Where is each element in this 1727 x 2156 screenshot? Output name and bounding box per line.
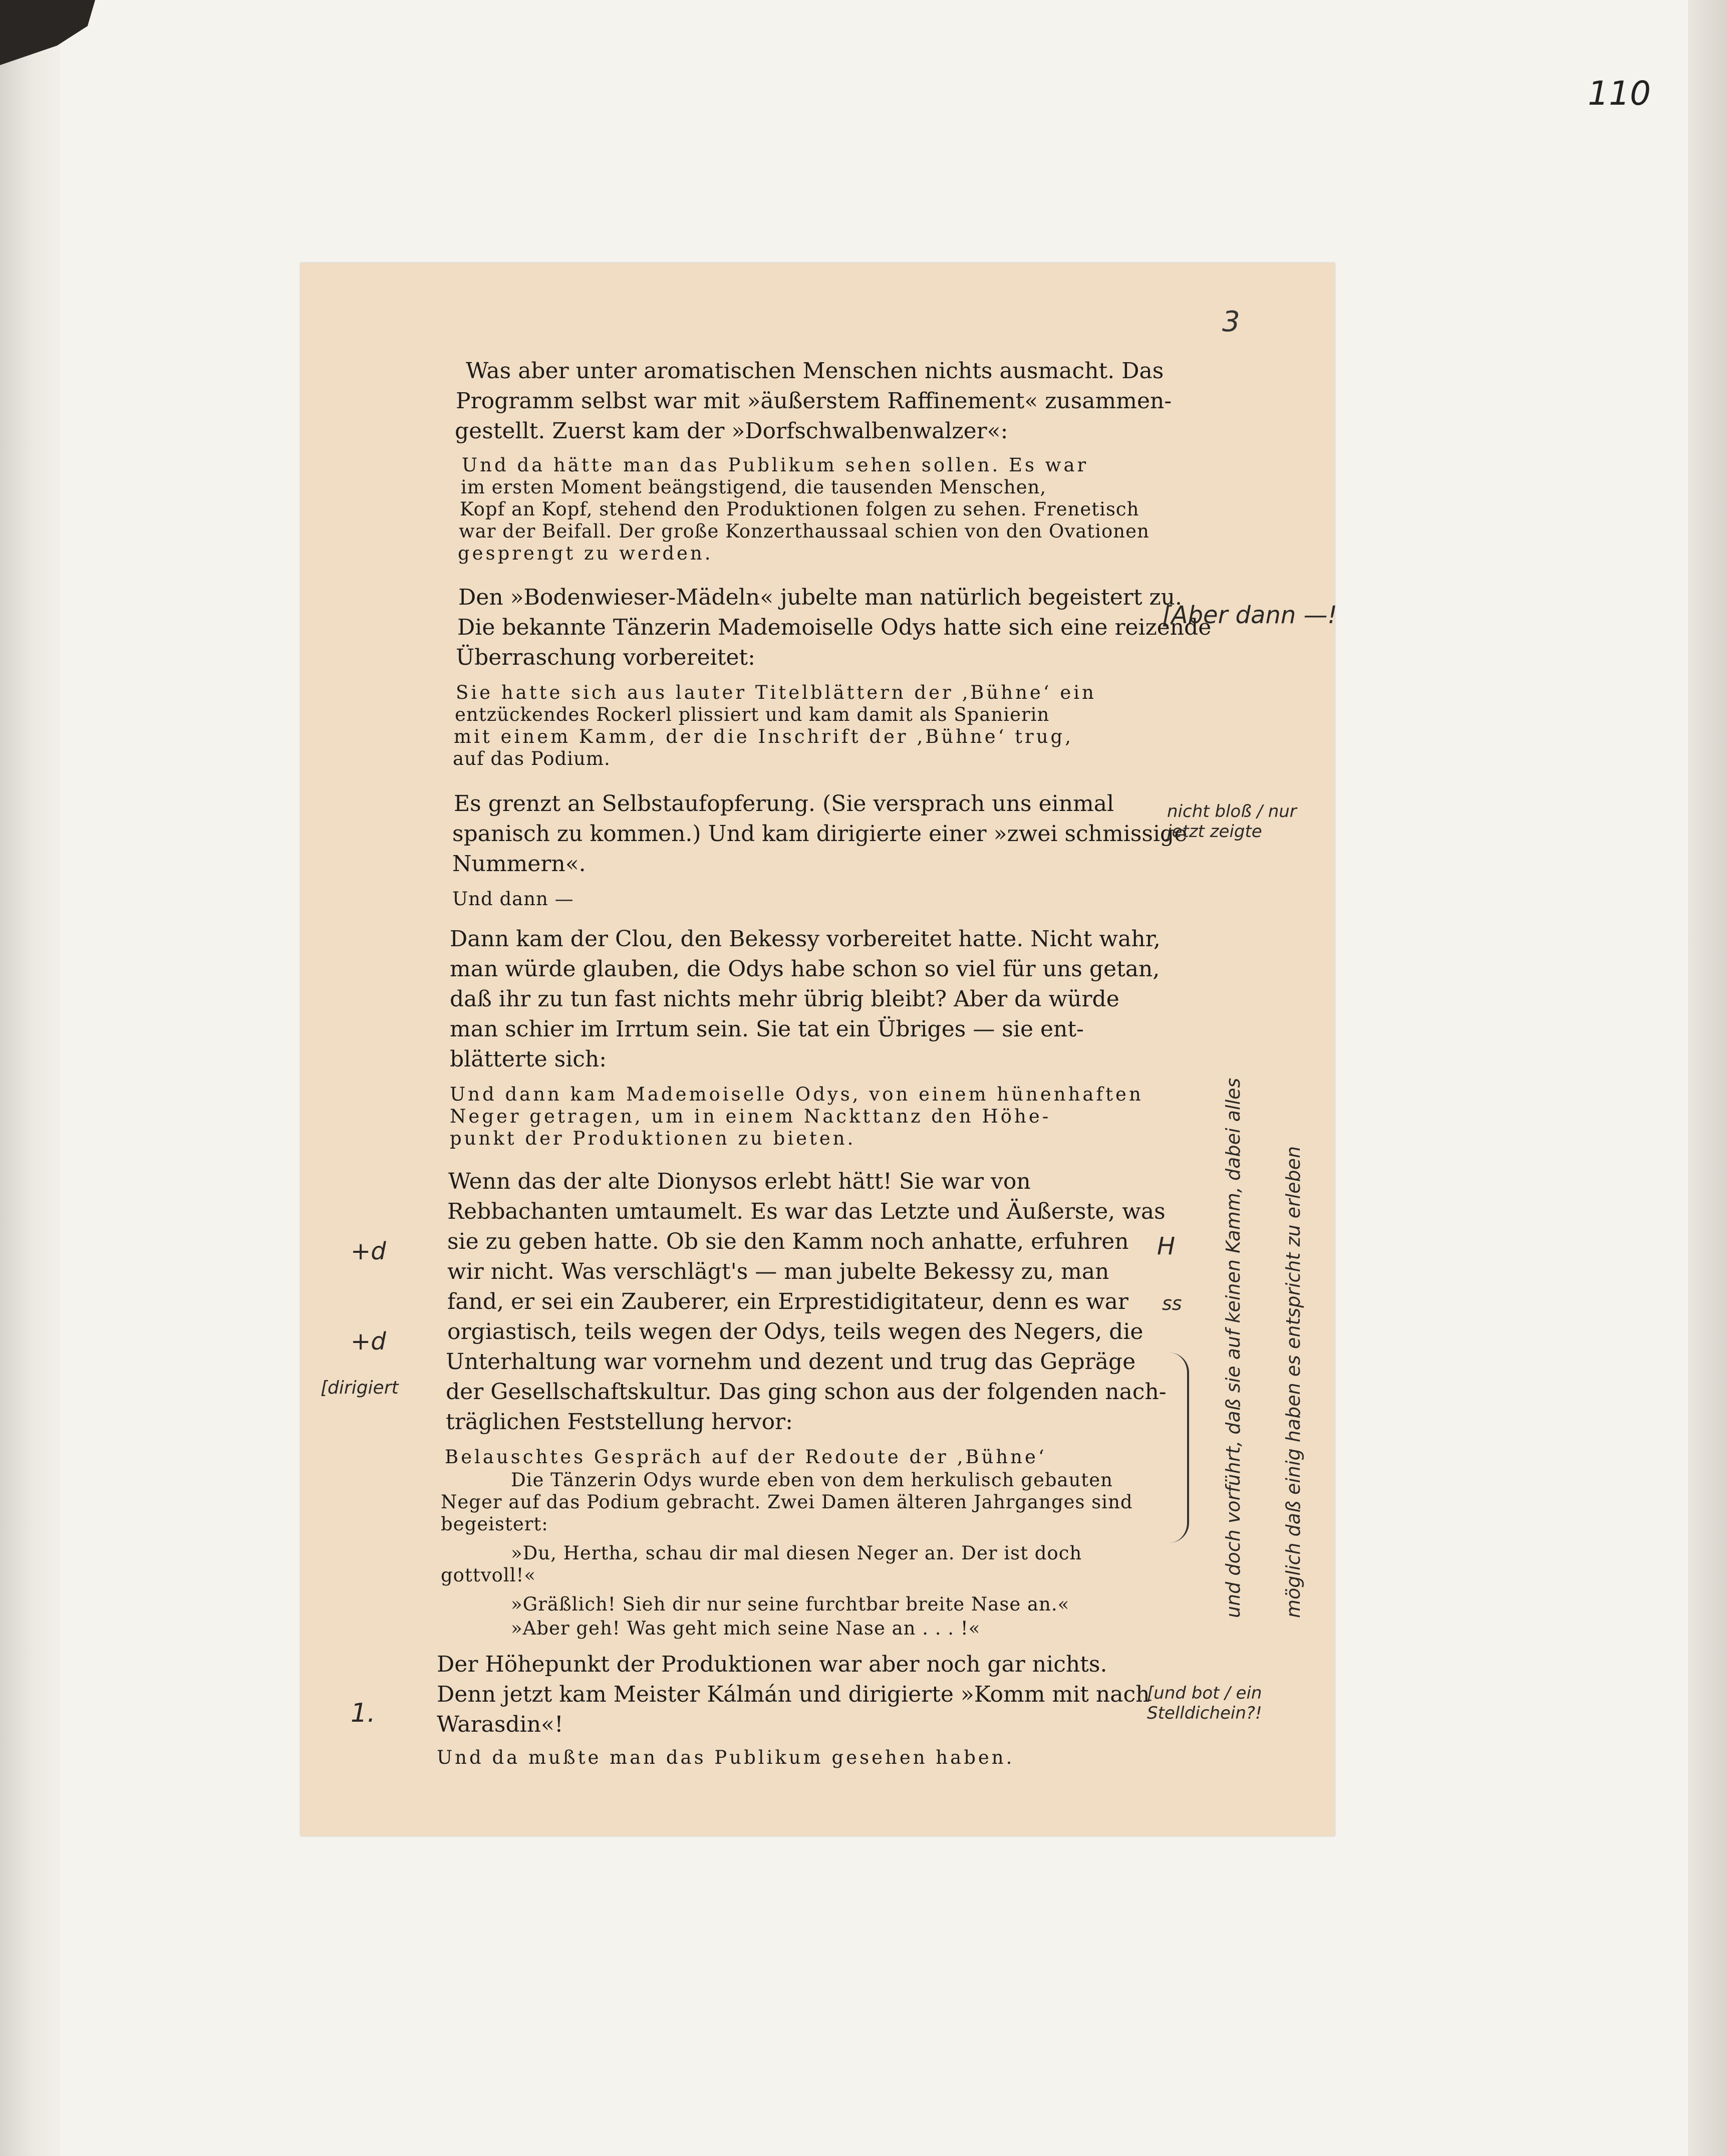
margin-note: +d (351, 1327, 386, 1356)
dialog-line: »Gräßlich! Sieh dir nur seine furchtbar breite Nase an.« (511, 1593, 1070, 1615)
text-line: Die bekannte Tänzerin Mademoiselle Odys hatte sich eine reizende (457, 615, 1212, 640)
margin-note: H (1157, 1232, 1176, 1260)
text-line: Überraschung vorbereitet: (456, 645, 755, 670)
text-line: spanisch zu kommen.) Und kam dirigierte einer »zwei schmissige (452, 821, 1188, 847)
text-line: Wenn das der alte Dionysos erlebt hätt! Sie war von (448, 1169, 1031, 1194)
text-line: man schier im Irrtum sein. Sie tat ein Übriges — sie ent- (450, 1016, 1084, 1042)
text-line: Rebbachanten umtaumelt. Es war das Letzte und Äußerste, was (447, 1199, 1166, 1224)
text-line: Denn jetzt kam Meister Kálmán und dirigierte »Komm mit nach (437, 1682, 1150, 1707)
text-line: Und da hätte man das Publikum sehen sollen. Es war (462, 454, 1089, 476)
text-line: fand, er sei ein Zauberer, ein Erprestidigitateur, denn es war (447, 1289, 1128, 1314)
margin-note: [Aber dann —! (1162, 601, 1337, 629)
text-line: Unterhaltung war vornehm und dezent und trug das Gepräge (446, 1349, 1136, 1375)
margin-note: +d (351, 1237, 386, 1265)
text-line: man würde glauben, die Odys habe schon so viel für uns getan, (450, 956, 1160, 982)
margin-note: nicht bloß / nur jetzt zeigte (1167, 801, 1297, 842)
margin-note: [dirigiert (321, 1378, 399, 1398)
text-line: sie zu geben hatte. Ob sie den Kamm noch anhatte, erfuhren (447, 1229, 1129, 1254)
text-line: blätterte sich: (450, 1046, 607, 1072)
text-line: gesprengt zu werden. (458, 543, 713, 564)
vertical-margin-note: und doch vorführt, daß sie auf keinen Kamm, dabei alles (1222, 1077, 1244, 1618)
text-line: im ersten Moment beängstigend, die tausenden Menschen, (461, 476, 1047, 498)
quote-heading: Belauschtes Gespräch auf der Redoute der ‚Bühne‘ (445, 1446, 1047, 1468)
text-line: der Gesellschaftskultur. Das ging schon aus der folgenden nach- (446, 1379, 1167, 1405)
text-line: Kopf an Kopf, stehend den Produktionen folgen zu sehen. Frenetisch (460, 498, 1139, 520)
margin-bracket (1167, 1353, 1189, 1543)
text-line: Es grenzt an Selbstaufopferung. (Sie versprach uns einmal (454, 791, 1114, 817)
margin-note: ss (1162, 1292, 1182, 1314)
text-line: Neger getragen, um in einem Nackttanz den Höhe- (450, 1106, 1051, 1127)
text-line: Warasdin«! (437, 1712, 563, 1737)
text-line: entzückendes Rockerl plissiert und kam damit als Spanierin (455, 704, 1050, 725)
text-line: daß ihr zu tun fast nichts mehr übrig bleibt? Aber da würde (450, 986, 1119, 1012)
text-line: mit einem Kamm, der die Inschrift der ‚Bühne‘ trug, (454, 726, 1073, 747)
margin-note: 1. (351, 1698, 376, 1728)
text-line: Und dann kam Mademoiselle Odys, von einem hünenhaften (450, 1084, 1143, 1105)
und-dann-line: Und dann — (452, 888, 574, 910)
folio-number: 110 (1588, 74, 1651, 113)
text-line: begeistert: (441, 1513, 548, 1535)
text-line: Nummern«. (452, 851, 586, 877)
text-line: Den »Bodenwieser-Mädeln« jubelte man natürlich begeistert zu. (458, 585, 1182, 610)
text-line: Neger auf das Podium gebracht. Zwei Damen älteren Jahrganges sind (441, 1491, 1133, 1513)
text-line: auf das Podium. (453, 748, 611, 769)
dialog-line: »Du, Hertha, schau dir mal diesen Neger an. Der ist doch (511, 1542, 1082, 1564)
text-line: war der Beifall. Der große Konzerthaussaal schien von den Ovationen (459, 520, 1149, 542)
text-line: träglichen Feststellung hervor: (446, 1409, 793, 1435)
margin-note: [und bot / ein Stelldichein?! (1147, 1683, 1262, 1723)
text-line: gestellt. Zuerst kam der »Dorfschwalbenwalzer«: (455, 418, 1008, 444)
closing-line: Und da mußte man das Publikum gesehen haben. (437, 1747, 1015, 1768)
dialog-line: gottvoll!« (441, 1564, 536, 1586)
dialog-line: »Aber geh! Was geht mich seine Nase an . . . !« (511, 1618, 981, 1639)
text-line: Die Tänzerin Odys wurde eben von dem herkulisch gebauten (511, 1469, 1113, 1491)
binding-spine (0, 0, 60, 2156)
text-line: Sie hatte sich aus lauter Titelblättern der ‚Bühne‘ ein (456, 682, 1096, 703)
text-line: wir nicht. Was verschlägt's — man jubelte Bekessy zu, man (447, 1259, 1109, 1284)
text-line: punkt der Produktionen zu bieten. (450, 1128, 856, 1149)
page-edge-shadow (1688, 0, 1727, 2156)
text-line: Dann kam der Clou, den Bekessy vorbereitet hatte. Nicht wahr, (450, 926, 1161, 952)
text-line: Programm selbst war mit »äußerstem Raffinement« zusammen- (456, 388, 1172, 414)
vertical-margin-note: möglich daß einig haben es entspricht zu erleben (1282, 1146, 1304, 1618)
sheet-number: 3 (1222, 306, 1240, 338)
text-line: Was aber unter aromatischen Menschen nichts ausmacht. Das (466, 358, 1164, 384)
text-line: Der Höhepunkt der Produktionen war aber noch gar nichts. (437, 1652, 1107, 1677)
text-line: orgiastisch, teils wegen der Odys, teils wegen des Negers, die (447, 1319, 1143, 1344)
